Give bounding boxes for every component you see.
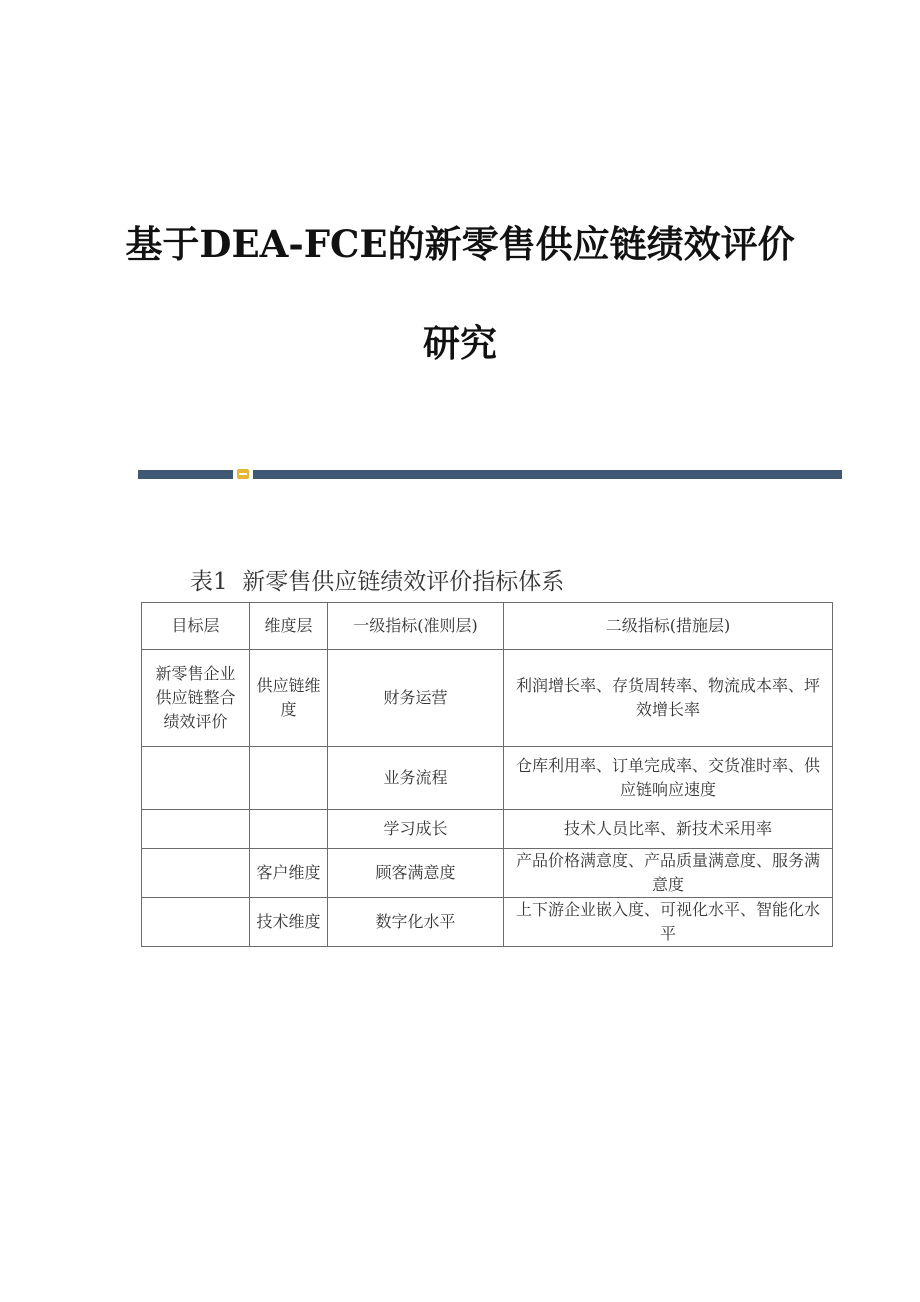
cell-level2: 技术人员比率、新技术采用率 [504,810,833,849]
cell-level2: 上下游企业嵌入度、可视化水平、智能化水平 [504,898,833,947]
table-header-row [142,603,833,650]
table-row [142,650,833,747]
cell-level1: 业务流程 [328,747,504,810]
cell-goal [142,747,250,810]
table-row [142,747,833,810]
cell-dimension [250,810,328,849]
table-row [142,898,833,947]
cell-level1: 学习成长 [328,810,504,849]
cell-level1: 顾客满意度 [328,849,504,898]
header-level2-indicator: 二级指标(措施层) [504,603,833,650]
cell-level1: 数字化水平 [328,898,504,947]
cell-dimension: 供应链维度 [250,650,328,747]
document-title-line-1: 基于DEA-FCE的新零售供应链绩效评价 [125,222,795,266]
cell-dimension: 技术维度 [250,898,328,947]
cell-level2: 产品价格满意度、产品质量满意度、服务满意度 [504,849,833,898]
indicator-table [141,602,833,947]
cell-level2: 利润增长率、存货周转率、物流成本率、坪效增长率 [504,650,833,747]
divider-ornament-icon [233,465,253,483]
table-caption: 表1 新零售供应链绩效评价指标体系 [190,569,565,595]
cell-goal [142,849,250,898]
header-dimension-layer: 维度层 [250,603,328,650]
cell-goal [142,810,250,849]
cell-level1: 财务运营 [328,650,504,747]
header-level1-indicator: 一级指标(准则层) [328,603,504,650]
cell-dimension [250,747,328,810]
table-row [142,849,833,898]
header-goal-layer: 目标层 [142,603,250,650]
cell-level2: 仓库利用率、订单完成率、交货准时率、供应链响应速度 [504,747,833,810]
cell-dimension: 客户维度 [250,849,328,898]
cell-goal: 新零售企业供应链整合绩效评价 [142,650,250,747]
document-title-line-2: 研究 [423,321,497,365]
table-row [142,810,833,849]
cell-goal [142,898,250,947]
